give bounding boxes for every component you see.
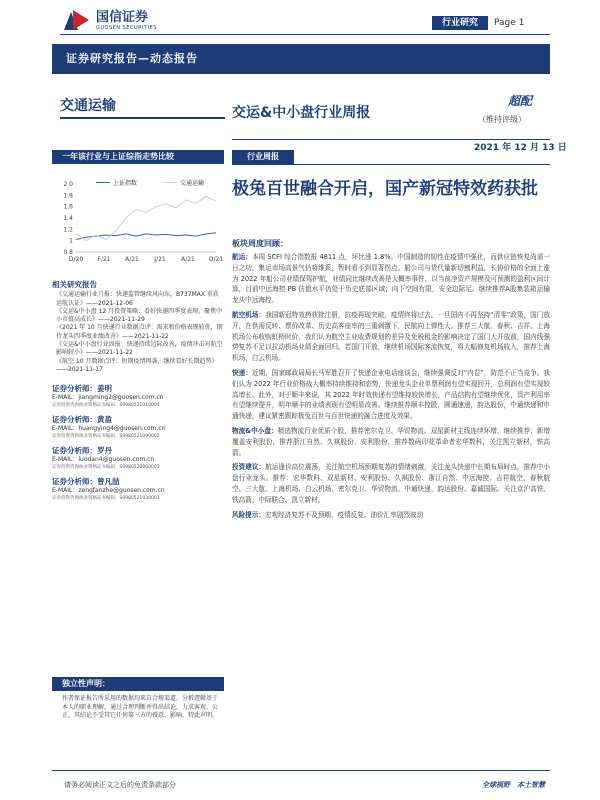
trend-chart: [52, 164, 224, 269]
analyst-name: 证券分析师：姜明: [52, 384, 112, 394]
disclaimer-title: 独立性声明：: [52, 677, 224, 691]
analyst-email[interactable]: E-MAIL：huangying4@guosen.com.cn: [52, 425, 166, 433]
y-tick-label: 0.8: [63, 249, 73, 256]
footer-divider: [52, 770, 550, 771]
analyst-card: [52, 384, 224, 410]
paragraph-text: 宏观经济复苏不及预期、疫情反复、油价汇率剧烈波动: [264, 510, 424, 519]
y-tick-label: 1.8: [63, 192, 73, 200]
industry-divider: [60, 117, 225, 119]
logo-icon: [64, 10, 90, 32]
analyst-list: [52, 384, 224, 503]
analyst-cert: 证券投资咨询执业资格证书编码：S0980521010004: [52, 403, 160, 409]
report-title: 交运&中小盘行业周报: [232, 105, 371, 121]
y-tick-label: 1.6: [63, 203, 73, 211]
paragraph-logistics: [232, 426, 550, 458]
legend-item-1: 交通运输: [163, 178, 204, 187]
related-item[interactable]: 《交运&中小盘行业周报：快递持续边际改善，疫情冲击对航空影响较小》——2021-11-22: [56, 341, 223, 357]
disclaimer-text: 作者保证报告所采用的数据均来自合规渠道，分析逻辑基于本人的职业理解，通过合理判断并得出结论，力求客观、公正，其结论不受其它任何第三方的授意、影响，特此声明。: [62, 695, 219, 720]
section-tag: 行业周报: [232, 150, 294, 164]
related-title: 相关研究报告: [52, 280, 97, 289]
paragraph-text: 近期，国家邮政局局长马军胜召开了快递企业电话座谈会，继续强调反对“内卷”，防范不正当竞争。我们认为 2022 年行业价格战大概率持续维持和态势，快递龙头企业单票利润有望实现回升，总利润有望实现较高增长。此外，对于顺丰来说，其 2022 年时效快递有望维持较快增长，产品结构有望继续优化，资产利用率有望继续提升，明年顺丰的业绩表现有望明显改善。继续推荐顺丰控股，圆通速递，韵达股份，中通快递和申通快递，建议紧密跟踪极兔百世与百世快递的融合进度及效果。: [232, 368, 550, 421]
x-tick-label: F/21: [97, 256, 111, 263]
body-text: [232, 252, 550, 524]
related-item[interactable]: 《2021 年 10 月快递行业数据点评：需求和价格表现较优，期待龙头四季度业绩改善》——2021-11-22: [56, 324, 223, 340]
paragraph-label: 航空机场：: [232, 310, 266, 319]
x-tick-label: O/21: [208, 256, 224, 263]
chart-box-title: 一年该行业与上证综指走势比较: [52, 150, 224, 164]
analyst-email[interactable]: E-MAIL：zengfanzhe@guosen.com.cn: [52, 487, 165, 495]
series-line: [76, 233, 216, 240]
paragraph-aviation: [232, 310, 550, 364]
paragraph-label: 航运：: [232, 253, 252, 261]
paragraph-text: 我国新冠特效药获批注册，抗疫再现突破，疫情终将过去。一旦国内不再坚持“清零”政策，国门放开，在供需反转、票价改革、历史高客座率的三重刺激下，民航向上弹性大。推荐三大航、春秋、吉祥。上海机场公布收购虹桥时价，我们认为航空主业收费规划的差异及免税租金的影响决定了国门大开放前，国内线强势复苏不足以拉动机场业绩全面回归。若国门开放，继续机场国际客流恢复，将大幅修复机场收入，推荐上海机场，白云机场。: [232, 310, 550, 363]
y-tick-label: 1: [69, 237, 73, 245]
analyst-card: [52, 415, 224, 441]
industry-name: 交通运输: [60, 98, 116, 114]
logo-text: 国信证券: [96, 10, 149, 25]
sidebar: [52, 150, 224, 508]
brand-logo: [64, 10, 157, 32]
paragraph-shipping: [232, 252, 550, 306]
analyst-cert: 证券投资咨询执业资格证书编码：S0980520060003: [52, 465, 160, 471]
series-banner: 证券研究报告—动态报告: [52, 44, 550, 74]
headline: 极兔百世融合开启，国产新冠特效药获批: [232, 179, 538, 199]
report-date: 2021 年 12 月 13 日: [474, 143, 567, 153]
paragraph-label: 物流&中小盘：: [232, 426, 278, 435]
paragraph-risk: [232, 510, 550, 521]
analyst-cert: 证券投资咨询执业资格证书编码：S0980521030003: [52, 496, 160, 502]
x-tick-label: J/21: [154, 256, 166, 263]
y-tick-label: 2.0: [63, 181, 73, 188]
rating-change: （维持评级）: [478, 115, 526, 124]
analyst-email[interactable]: E-MAIL：jiangming2@guosen.com.cn: [52, 394, 164, 402]
paragraph-text: 航运逢价高位震荡，关注航空机场预期复苏的情绪刺激，关注龙头快递中长期布局时点，推荐中小盘行业龙头。推荐：宏华数科、双星新材、安利股份、久祺股份、浙江自然、中远海控、吉祥航空、春秋航空、三大航、上海机场、白云机场、密尔克卫、华贸物流、中通快递、韵达股份、嘉诚国际。关注京沪高铁、铁高箭、中际联合、凯立新材。: [232, 463, 551, 504]
section-divider: [232, 164, 550, 165]
analyst-card: [52, 446, 224, 472]
page-number: Page 1: [494, 18, 525, 28]
rating: 超配: [508, 94, 533, 108]
chart-legend: [96, 178, 204, 187]
header-divider: [60, 34, 550, 35]
analyst-name: 证券分析师：罗丹: [52, 446, 112, 456]
paragraph-label: 快递：: [232, 368, 252, 377]
y-tick-label: 1.2: [63, 226, 73, 234]
y-tick-label: 1.4: [63, 215, 73, 222]
analyst-card: [52, 477, 224, 503]
independence-statement: [52, 677, 224, 721]
analyst-name: 证券分析师：黄盈: [52, 415, 112, 425]
x-tick-label: D/20: [68, 256, 84, 263]
legend-item-0: 上证指数: [96, 178, 137, 187]
x-tick-label: A/21: [125, 256, 139, 263]
related-item[interactable]: 《交运&中小盘 12 月投资策略：看好快递四季度表现，聚焦中小市值高成长》——2021-11-29: [56, 307, 223, 324]
paragraph-text: 精选物流行业优质个股，推荐密尔克卫、华贸物流。双星新材主线连续环增，继续推荐；新增覆盖安利股份，推荐浙江自然、久祺股份、安利股份，推荐数码印花革命者宏华数科，关注凯立新材，铁高箭。: [232, 426, 551, 457]
footer-disclaimer: 请务必阅读正文之后的免责条款部分: [64, 781, 176, 789]
analyst-name: 证券分析师：曾凡喆: [52, 477, 120, 487]
paragraph-investment: [232, 462, 550, 505]
x-tick-label: A/21: [181, 256, 195, 263]
related-item[interactable]: 《交通运输行业月报：快递监管继续风向东，B737MAX 重获运航认证》——2021-12-06: [56, 291, 219, 307]
paragraph-label: 风险提示：: [232, 510, 265, 519]
doc-type-badge: 行业研究: [432, 16, 488, 30]
analyst-cert: 证券投资咨询执业资格证书编码：S0980521090002: [52, 434, 160, 440]
paragraph-express: [232, 368, 550, 422]
related-item[interactable]: 《航空 10 月数据点评：短期疫情再袭，继续看好长期趋势》——2021-11-17: [56, 357, 218, 373]
logo-subtext: GUOSEN SECURITIES: [96, 25, 157, 31]
paragraph-label: 投资建议：: [232, 463, 266, 472]
subhead: 板块周度回顾：: [232, 239, 288, 248]
analyst-email[interactable]: E-MAIL：luodan4@guosen.com.cn: [52, 456, 155, 464]
related-reports: [52, 281, 224, 374]
footer-slogan: 全球视野 本土智慧: [482, 781, 545, 789]
paragraph-text: 本周 SCFI 综合指数报 4811 点，环比涨 1.8%。中国制造的韧性在疫情中强化，而供应链恢复尚需一日之功。集运市场高景气仍将维系，暂时看不到显著拐点。船公司与货代量新切割利益，长协价格的全面上涨为 2022 年船公司业绩保驾护航，业绩同比继续改善是大概率事件，以当前净资产规模及可预测的盈利区间计算，目前中远海控 PB 估值水平仍处于历史底部区域；向下空间有限，安全边际足。继续推荐A股集装箱运输龙头中远海控。: [232, 253, 551, 305]
